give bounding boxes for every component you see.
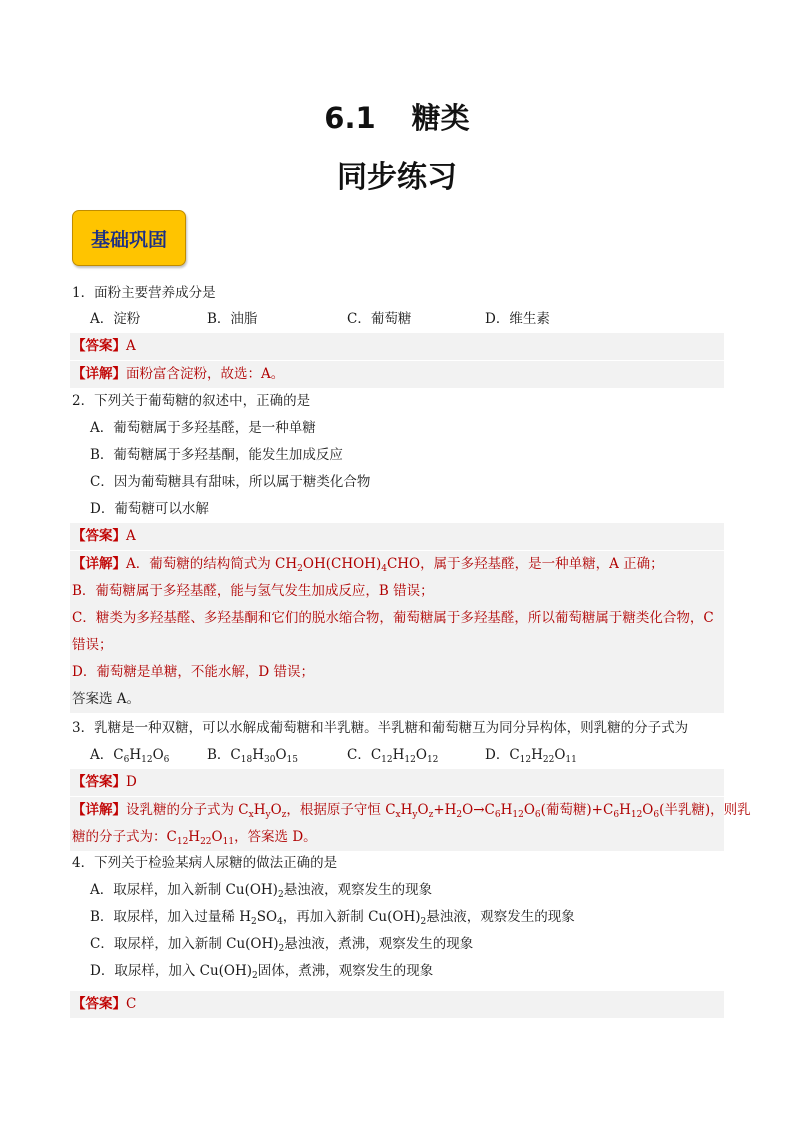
q4-option-b: B．取尿样，加入过量稀 $H_2SO_4$，再加入新制 $Cu(OH)_2$悬浊液，观察发生的现象 [90,909,575,927]
q2-option-c: C．因为葡萄糖具有甜味，所以属于糖类化合物 [90,474,371,490]
q3-option-c: C．$C_{12}H_{12}O_{12}$ [347,747,439,765]
q2-option-a: A．葡萄糖属于多羟基醛，是一种单糖 [90,420,316,436]
q2-detail-c-line2: 错误； [70,632,724,659]
q4-option-d: D．取尿样，加入 $Cu(OH)_2$固体，煮沸，观察发生的现象 [90,963,434,981]
q4-answer-row [70,991,724,1018]
q3-detail-line1: 【详解】设乳糖的分子式为 $C_xH_yO_z$，根据原子守恒 $C_xH_yO_z+H_2O\to C_6H_{12}O_6$(葡萄糖)$+C_6H_{12}O_6$(半乳糖)，则乳 [70,797,724,824]
q4-option-a: A．取尿样，加入新制 $Cu(OH)_2$悬浊液，观察发生的现象 [90,882,433,900]
section-badge: 基础巩固 [72,210,186,266]
document-subtitle: 同步练习 [337,160,457,195]
answer-tag: 【答案】 [72,528,126,544]
q1-detail-row [70,361,724,388]
q3-detail-line2: 糖的分子式为：$C_{12}H_{22}O_{11}$，答案选 D。 [70,824,724,851]
question-1-options [90,309,742,329]
detail-tag: 【详解】 [72,366,126,382]
detail-tag: 【详解】 [72,802,126,818]
q1-answer-row [70,333,724,360]
q2-option-d: D．葡萄糖可以水解 [90,501,209,517]
answer-tag: 【答案】 [72,996,126,1012]
q2-answer-row [70,523,724,550]
q4-option-c: C．取尿样，加入新制 $Cu(OH)_2$悬浊液，煮沸，观察发生的现象 [90,936,474,954]
document-title [0,96,794,137]
q3-option-b: B．$C_{18}H_{30}O_{15}$ [207,747,298,765]
q2-detail-d: D．葡萄糖是单糖，不能水解，D 错误； [70,659,724,686]
answer-tag: 【答案】 [72,338,126,354]
q3-answer: D [126,774,137,790]
section-title: 糖类 [411,101,470,135]
q1-option-d: D．维生素 [485,311,550,327]
q2-detail-b: B．葡萄糖属于多羟基醛，能与氢气发生加成反应，B 错误； [70,578,724,605]
question-2-stem: 2．下列关于葡萄糖的叙述中，正确的是 [72,393,311,409]
question-3-stem: 3．乳糖是一种双糖，可以水解成葡萄糖和半乳糖。半乳糖和葡萄糖互为同分异构体，则乳糖的分子式为 [72,720,689,736]
q2-detail-a: 【详解】A．葡萄糖的结构简式为 $CH_2OH(CHOH)_4CHO$，属于多羟基醛，是一种单糖，A 正确； [70,551,724,578]
q2-answer: A [126,528,136,544]
q2-option-b: B．葡萄糖属于多羟基酮，能发生加成反应 [90,447,343,463]
q3-option-d: D．$C_{12}H_{22}O_{11}$ [485,747,577,765]
question-4-stem: 4．下列关于检验某病人尿糖的做法正确的是 [72,855,338,871]
detail-tag: 【详解】 [72,556,126,572]
q4-answer: C [126,996,137,1012]
q1-option-c: C．葡萄糖 [347,311,412,327]
q1-option-b: B．油脂 [207,311,258,327]
q1-option-a: A．淀粉 [90,311,141,327]
question-3-options [90,745,742,765]
q2-detail-c-line1: C．糖类为多羟基醛、多羟基酮和它们的脱水缩合物，葡萄糖属于多羟基醛，所以葡萄糖属于糖类化合物，C [70,605,724,632]
q3-option-a: A．$C_6H_{12}O_6$ [90,747,170,765]
q1-detail: 面粉富含淀粉，故选：A。 [126,366,285,382]
section-number: 6.1 [324,101,376,135]
question-1-stem: 1．面粉主要营养成分是 [72,285,216,301]
q3-answer-row [70,769,724,796]
q1-answer: A [126,338,136,354]
q2-conclusion: 答案选 A。 [70,686,724,713]
answer-tag: 【答案】 [72,774,126,790]
